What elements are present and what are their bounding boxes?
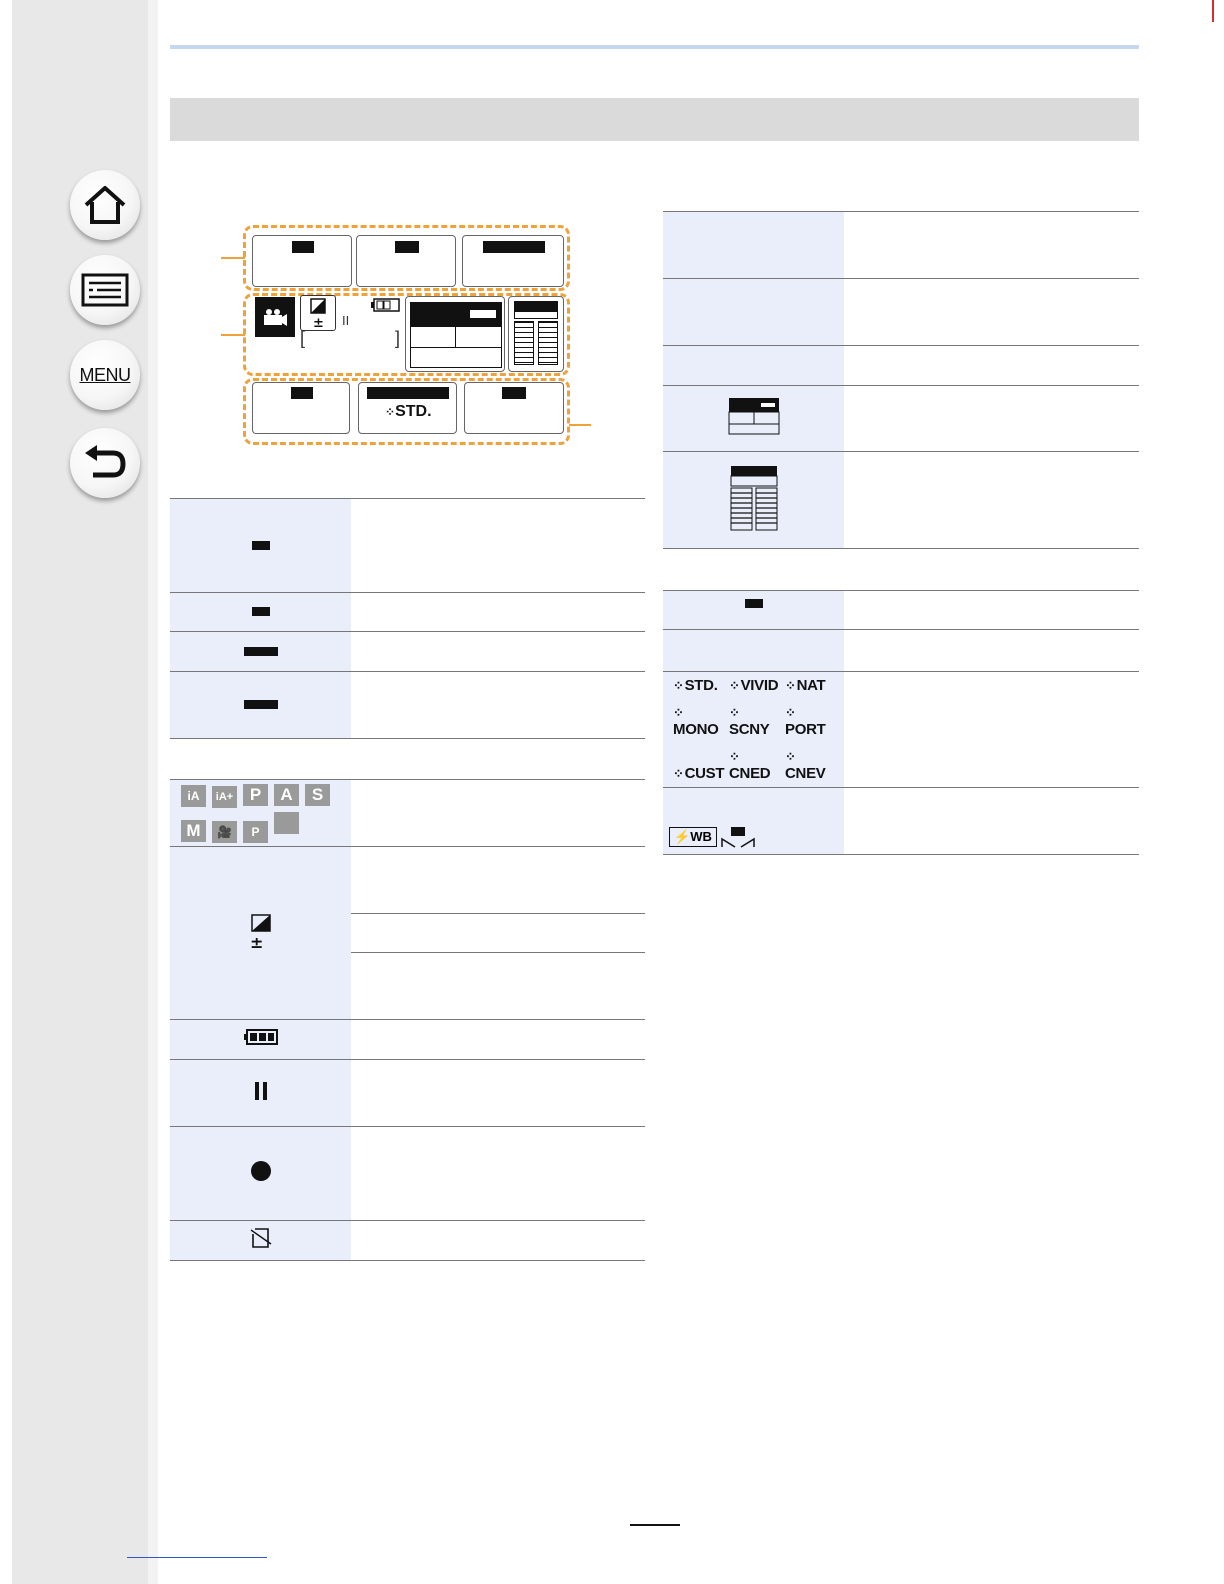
table-row [663, 452, 1139, 549]
table-row [170, 1221, 645, 1261]
table-row [170, 672, 645, 739]
table-row [663, 279, 1139, 346]
lcd-battery-icon [371, 298, 401, 317]
section-header-bar [170, 98, 1139, 141]
table-row [170, 847, 645, 914]
lcd-cell [252, 382, 350, 434]
photo-style-cust-icon: ⁘CUST [673, 765, 725, 782]
lcd-pause-mark: II [342, 313, 350, 328]
photo-style-port-icon: ⁘PORT [785, 705, 826, 738]
lcd-exposure-icon [300, 295, 336, 331]
photo-style-nat-icon: ⁘NAT [785, 677, 826, 694]
mode-m-icon: M [181, 820, 206, 842]
mode-ia-plus-icon: iA+ [212, 786, 237, 808]
block-icon [252, 607, 270, 616]
pause-icon [253, 1081, 269, 1101]
lcd-cell [464, 382, 564, 434]
block-icon [745, 599, 763, 608]
mode-creative-video-icon: 🎥 [212, 821, 237, 843]
mode-ia-icon: iA [181, 785, 206, 807]
mode-p-small-icon: P [243, 821, 268, 843]
block-icon [252, 541, 270, 550]
lcd-histogram [508, 296, 564, 372]
contents-button[interactable] [70, 255, 140, 325]
mode-a-icon: A [274, 784, 299, 806]
sidebar [12, 0, 158, 1584]
block-icon [244, 647, 278, 656]
back-button[interactable] [70, 428, 140, 498]
lcd-cell [462, 235, 564, 287]
wb-bracket-icon [721, 826, 755, 848]
photo-style-std-icon: ⁘STD. [673, 677, 718, 694]
callout-leader-1 [221, 257, 245, 259]
home-icon [82, 184, 128, 226]
exposure-compensation-icon [248, 912, 274, 950]
table-row [663, 788, 1139, 855]
block-icon [244, 700, 278, 709]
lcd-bracket-right: ] [395, 328, 401, 348]
table-row [170, 632, 645, 672]
lcd-bracket-left: [ [300, 328, 306, 348]
histogram-icon [730, 465, 778, 531]
table-row [663, 346, 1139, 386]
footer-link-underline[interactable] [127, 1557, 267, 1558]
mode-p-icon: P [243, 784, 268, 806]
lcd-cell [358, 382, 457, 434]
lcd-mode-icon [255, 297, 295, 337]
header-rule [170, 45, 1139, 49]
back-icon [81, 443, 129, 483]
table-row [663, 386, 1139, 452]
table-row [170, 1127, 645, 1221]
lcd-panel [405, 296, 505, 372]
table-row [663, 212, 1139, 279]
table-row [170, 1020, 645, 1060]
photo-style-scny-icon: ⁘SCNY [729, 705, 770, 738]
menu-button[interactable] [70, 340, 140, 410]
photo-style-mono-icon: ⁘MONO [673, 705, 719, 738]
table-gap-row [663, 549, 1139, 591]
page-edge-mark [1212, 0, 1214, 22]
mode-icons [170, 780, 351, 847]
list-icon [81, 273, 129, 307]
battery-icon [244, 1029, 278, 1045]
mode-s-icon: S [305, 784, 330, 806]
photo-style-cnev-icon: ⁘CNEV [785, 749, 826, 782]
table-row [170, 1060, 645, 1127]
lcd-photo-style: ⁘STD. [385, 403, 432, 420]
table-row [663, 630, 1139, 672]
mode-blank-icon [274, 812, 299, 834]
table-row [663, 672, 1139, 788]
left-table [170, 498, 645, 1261]
photo-style-cned-icon: ⁘CNED [729, 749, 771, 782]
table-row [170, 499, 645, 593]
svg-text:±: ± [249, 932, 263, 950]
callout-leader-2 [221, 334, 245, 336]
right-table [663, 211, 1139, 855]
table-row [170, 780, 645, 847]
photo-style-vivid-icon: ⁘VIVID [729, 677, 779, 694]
sidebar-edge [148, 0, 158, 1584]
home-button[interactable] [70, 170, 140, 240]
flash-wb-icon: ⚡WB [669, 827, 717, 847]
lcd-cell [252, 235, 352, 287]
table-row [170, 593, 645, 632]
lcd-cell [356, 235, 456, 287]
svg-text:±: ± [313, 316, 324, 330]
callout-leader-3 [569, 424, 591, 426]
table-row [663, 591, 1139, 630]
table-gap-row [170, 739, 645, 780]
info-panel-icon [728, 397, 780, 435]
menu-label: MENU [79, 364, 131, 385]
record-icon [250, 1160, 272, 1182]
card-icon [249, 1226, 273, 1250]
page-number-rule [630, 1524, 680, 1526]
photo-style-icons [663, 672, 844, 788]
